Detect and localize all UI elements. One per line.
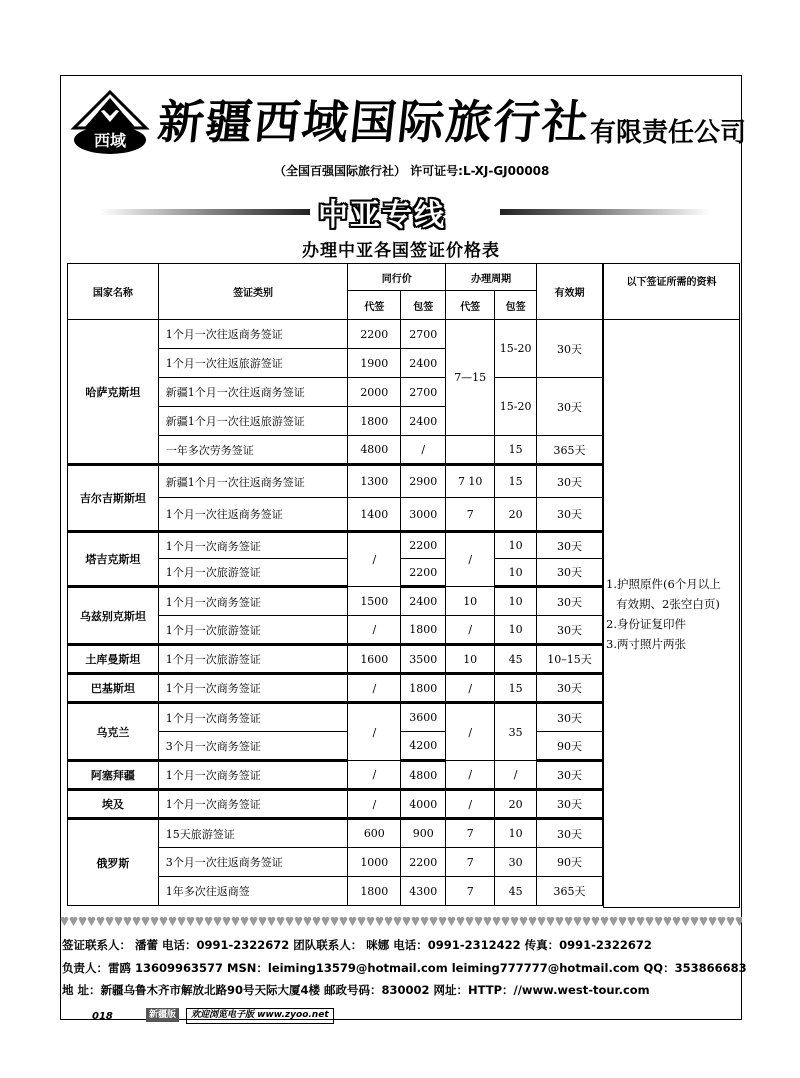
peer-agent-cell: / <box>348 532 401 587</box>
peer-package-cell: 2400 <box>401 587 446 616</box>
header-visa-type: 签证类别 <box>158 264 348 320</box>
visa-type-cell: 1个月一次商务签证 <box>158 587 348 616</box>
country-cell: 俄罗斯 <box>68 819 159 906</box>
validity-cell: 365天 <box>537 436 603 465</box>
table-row <box>68 819 603 848</box>
table-row <box>68 587 603 616</box>
proc-package-cell: 10 <box>495 616 537 645</box>
visa-type-cell: 一年多次劳务签证 <box>158 436 348 465</box>
proc-agent-cell: / <box>446 532 495 587</box>
header-peer-price: 同行价 <box>348 264 446 291</box>
proc-package-cell: 45 <box>495 645 537 674</box>
header-processing: 办理周期 <box>446 264 537 291</box>
validity-cell: 30天 <box>537 674 603 703</box>
proc-agent-cell: 10 <box>446 587 495 616</box>
peer-package-cell: 2400 <box>401 407 446 436</box>
peer-agent-cell: 1600 <box>348 645 401 674</box>
validity-cell: 90天 <box>537 848 603 877</box>
peer-package-cell: 4800 <box>401 761 446 790</box>
header-proc-package: 包签 <box>495 291 537 320</box>
peer-package-cell: 2200 <box>401 559 446 587</box>
proc-package-cell: / <box>495 761 537 790</box>
peer-agent-cell: / <box>348 703 401 761</box>
table-row <box>68 320 603 349</box>
peer-agent-cell: 1800 <box>348 877 401 906</box>
validity-cell: 30天 <box>537 559 603 587</box>
peer-agent-cell: 2200 <box>348 320 401 349</box>
peer-package-cell: / <box>401 436 446 465</box>
visa-type-cell: 1个月一次旅游签证 <box>158 559 348 587</box>
validity-cell: 30天 <box>537 378 603 436</box>
peer-package-cell: 1800 <box>401 616 446 645</box>
table-row <box>68 645 603 674</box>
proc-package-cell: 15-20 <box>495 378 537 436</box>
license-line: （全国百强国际旅行社） 许可证号:L-XJ-GJ00008 <box>274 164 550 178</box>
header-validity: 有效期 <box>537 264 603 320</box>
peer-package-cell: 4300 <box>401 877 446 906</box>
peer-agent-cell: 1800 <box>348 407 401 436</box>
peer-agent-cell: 1400 <box>348 498 401 532</box>
peer-package-cell: 3000 <box>401 498 446 532</box>
proc-agent-cell <box>446 436 495 465</box>
visa-type-cell: 1个月一次往返旅游签证 <box>158 349 348 378</box>
peer-agent-cell: 1900 <box>348 349 401 378</box>
proc-agent-cell: / <box>446 790 495 819</box>
requirement-item: 3.两寸照片两张 <box>606 637 686 651</box>
validity-cell: 30天 <box>537 819 603 848</box>
validity-cell: 30天 <box>537 761 603 790</box>
banner-left-bar <box>100 209 310 215</box>
proc-agent-cell: 7—15 <box>446 320 495 436</box>
visa-type-cell: 新疆1个月一次往返旅游签证 <box>158 407 348 436</box>
company-suffix: 有限责任公司 <box>590 118 747 148</box>
visa-type-cell: 3个月一次往返商务签证 <box>158 848 348 877</box>
visa-type-cell: 1个月一次旅游签证 <box>158 616 348 645</box>
proc-package-cell: 45 <box>495 877 537 906</box>
proc-agent-cell: 7 10 <box>446 465 495 498</box>
proc-agent-cell: 7 <box>446 877 495 906</box>
requirements-column <box>603 263 740 908</box>
peer-package-cell: 1800 <box>401 674 446 703</box>
proc-agent-cell: 7 <box>446 498 495 532</box>
peer-agent-cell: / <box>348 761 401 790</box>
country-cell: 哈萨克斯坦 <box>68 320 159 465</box>
requirements-list <box>606 574 721 654</box>
peer-agent-cell: / <box>348 616 401 645</box>
table-row <box>68 703 603 732</box>
mountain-logo-icon <box>70 88 150 160</box>
header-peer-agent: 代签 <box>348 291 401 320</box>
page-number: 018 <box>92 1011 113 1022</box>
proc-package-cell: 20 <box>495 498 537 532</box>
proc-package-cell: 10 <box>495 819 537 848</box>
table-row <box>68 532 603 559</box>
validity-cell: 30天 <box>537 465 603 498</box>
peer-package-cell: 2400 <box>401 349 446 378</box>
footer-manager-line: 负责人：雷鸥 13609963577 MSN：leiming13579@hotmail.com leiming777777@hotmail.com QQ：353866683 <box>62 961 747 975</box>
requirement-item: 有效期、2张空白页) <box>616 597 720 611</box>
validity-cell: 30天 <box>537 587 603 616</box>
header-peer-package: 包签 <box>401 291 446 320</box>
validity-cell: 10–15天 <box>537 645 603 674</box>
validity-cell: 90天 <box>537 732 603 761</box>
visa-type-cell: 1个月一次商务签证 <box>158 761 348 790</box>
proc-agent-cell: / <box>446 616 495 645</box>
visa-price-table <box>67 263 603 906</box>
edition-tag: 新疆版 <box>146 1008 179 1022</box>
peer-package-cell: 4000 <box>401 790 446 819</box>
visa-type-cell: 1个月一次商务签证 <box>158 532 348 559</box>
proc-agent-cell: / <box>446 761 495 790</box>
peer-agent-cell: 1500 <box>348 587 401 616</box>
validity-cell: 30天 <box>537 320 603 378</box>
banner-title: 中亚专线 <box>318 198 446 233</box>
proc-agent-cell: 7 <box>446 848 495 877</box>
country-cell: 埃及 <box>68 790 159 819</box>
proc-package-cell: 30 <box>495 848 537 877</box>
visa-type-cell: 新疆1个月一次往返商务签证 <box>158 465 348 498</box>
requirements-header: 以下签证所需的资料 <box>604 264 739 320</box>
proc-package-cell: 15-20 <box>495 320 537 378</box>
peer-agent-cell: 1300 <box>348 465 401 498</box>
peer-agent-cell: 2000 <box>348 378 401 407</box>
proc-package-cell: 35 <box>495 703 537 761</box>
header-country: 国家名称 <box>68 264 159 320</box>
peer-agent-cell: 1000 <box>348 848 401 877</box>
table-row <box>68 465 603 498</box>
visa-type-cell: 15天旅游签证 <box>158 819 348 848</box>
country-cell: 吉尔吉斯斯坦 <box>68 465 159 532</box>
country-cell: 土库曼斯坦 <box>68 645 159 674</box>
validity-cell: 30天 <box>537 703 603 732</box>
visa-type-cell: 1个月一次旅游签证 <box>158 645 348 674</box>
company-name: 新疆西域国际旅行社 <box>155 95 593 149</box>
peer-package-cell: 2200 <box>401 848 446 877</box>
heart-border-decoration <box>60 914 742 928</box>
visa-type-cell: 新疆1个月一次往返商务签证 <box>158 378 348 407</box>
table-row <box>68 761 603 790</box>
visa-type-cell: 1个月一次往返商务签证 <box>158 498 348 532</box>
validity-cell: 30天 <box>537 616 603 645</box>
country-cell: 巴基斯坦 <box>68 674 159 703</box>
proc-agent-cell: 10 <box>446 645 495 674</box>
validity-cell: 365天 <box>537 877 603 906</box>
peer-package-cell: 2200 <box>401 532 446 559</box>
proc-package-cell: 10 <box>495 532 537 559</box>
requirement-item: 1.护照原件(6个月以上 <box>606 577 721 591</box>
footer-contact-line: 签证联系人： 潘蕾 电话：0991-2322672 团队联系人： 咪娜 电话：0991-2312422 传真：0991-2322672 <box>62 938 652 952</box>
visa-type-cell: 1年多次往返商签 <box>158 877 348 906</box>
table-row <box>68 674 603 703</box>
visa-type-cell: 1个月一次往返商务签证 <box>158 320 348 349</box>
banner-right-bar <box>500 209 710 215</box>
visa-type-cell: 1个月一次商务签证 <box>158 790 348 819</box>
proc-agent-cell: / <box>446 674 495 703</box>
peer-package-cell: 3600 <box>401 703 446 732</box>
footer-address-line: 地 址：新疆乌鲁木齐市解放北路90号天际大厦4楼 邮政号码：830002 网址：HTTP：//www.west-tour.com <box>62 983 650 997</box>
header-proc-agent: 代签 <box>446 291 495 320</box>
requirement-item: 2.身份证复印件 <box>606 617 686 631</box>
logo-text: 西域 <box>93 131 127 150</box>
validity-cell: 30天 <box>537 498 603 532</box>
proc-package-cell: 15 <box>495 465 537 498</box>
site-tag: 欢迎浏览电子版 www.zyoo.net <box>186 1008 334 1024</box>
visa-type-cell: 1个月一次商务签证 <box>158 674 348 703</box>
visa-type-cell: 1个月一次商务签证 <box>158 703 348 732</box>
peer-package-cell: 2700 <box>401 320 446 349</box>
peer-agent-cell: / <box>348 674 401 703</box>
proc-package-cell: 10 <box>495 587 537 616</box>
peer-agent-cell: 600 <box>348 819 401 848</box>
peer-package-cell: 2900 <box>401 465 446 498</box>
country-cell: 阿塞拜疆 <box>68 761 159 790</box>
country-cell: 乌克兰 <box>68 703 159 761</box>
proc-agent-cell: 7 <box>446 819 495 848</box>
peer-agent-cell: 4800 <box>348 436 401 465</box>
validity-cell: 30天 <box>537 790 603 819</box>
proc-package-cell: 10 <box>495 559 537 587</box>
country-cell: 乌兹别克斯坦 <box>68 587 159 645</box>
validity-cell: 30天 <box>537 532 603 559</box>
peer-agent-cell: / <box>348 790 401 819</box>
proc-agent-cell: / <box>446 703 495 761</box>
peer-package-cell: 4200 <box>401 732 446 761</box>
proc-package-cell: 15 <box>495 674 537 703</box>
table-row <box>68 790 603 819</box>
visa-type-cell: 3个月一次商务签证 <box>158 732 348 761</box>
table-title: 办理中亚各国签证价格表 <box>302 241 500 261</box>
peer-package-cell: 900 <box>401 819 446 848</box>
peer-package-cell: 3500 <box>401 645 446 674</box>
proc-package-cell: 15 <box>495 436 537 465</box>
peer-package-cell: 2700 <box>401 378 446 407</box>
proc-package-cell: 20 <box>495 790 537 819</box>
country-cell: 塔吉克斯坦 <box>68 532 159 587</box>
